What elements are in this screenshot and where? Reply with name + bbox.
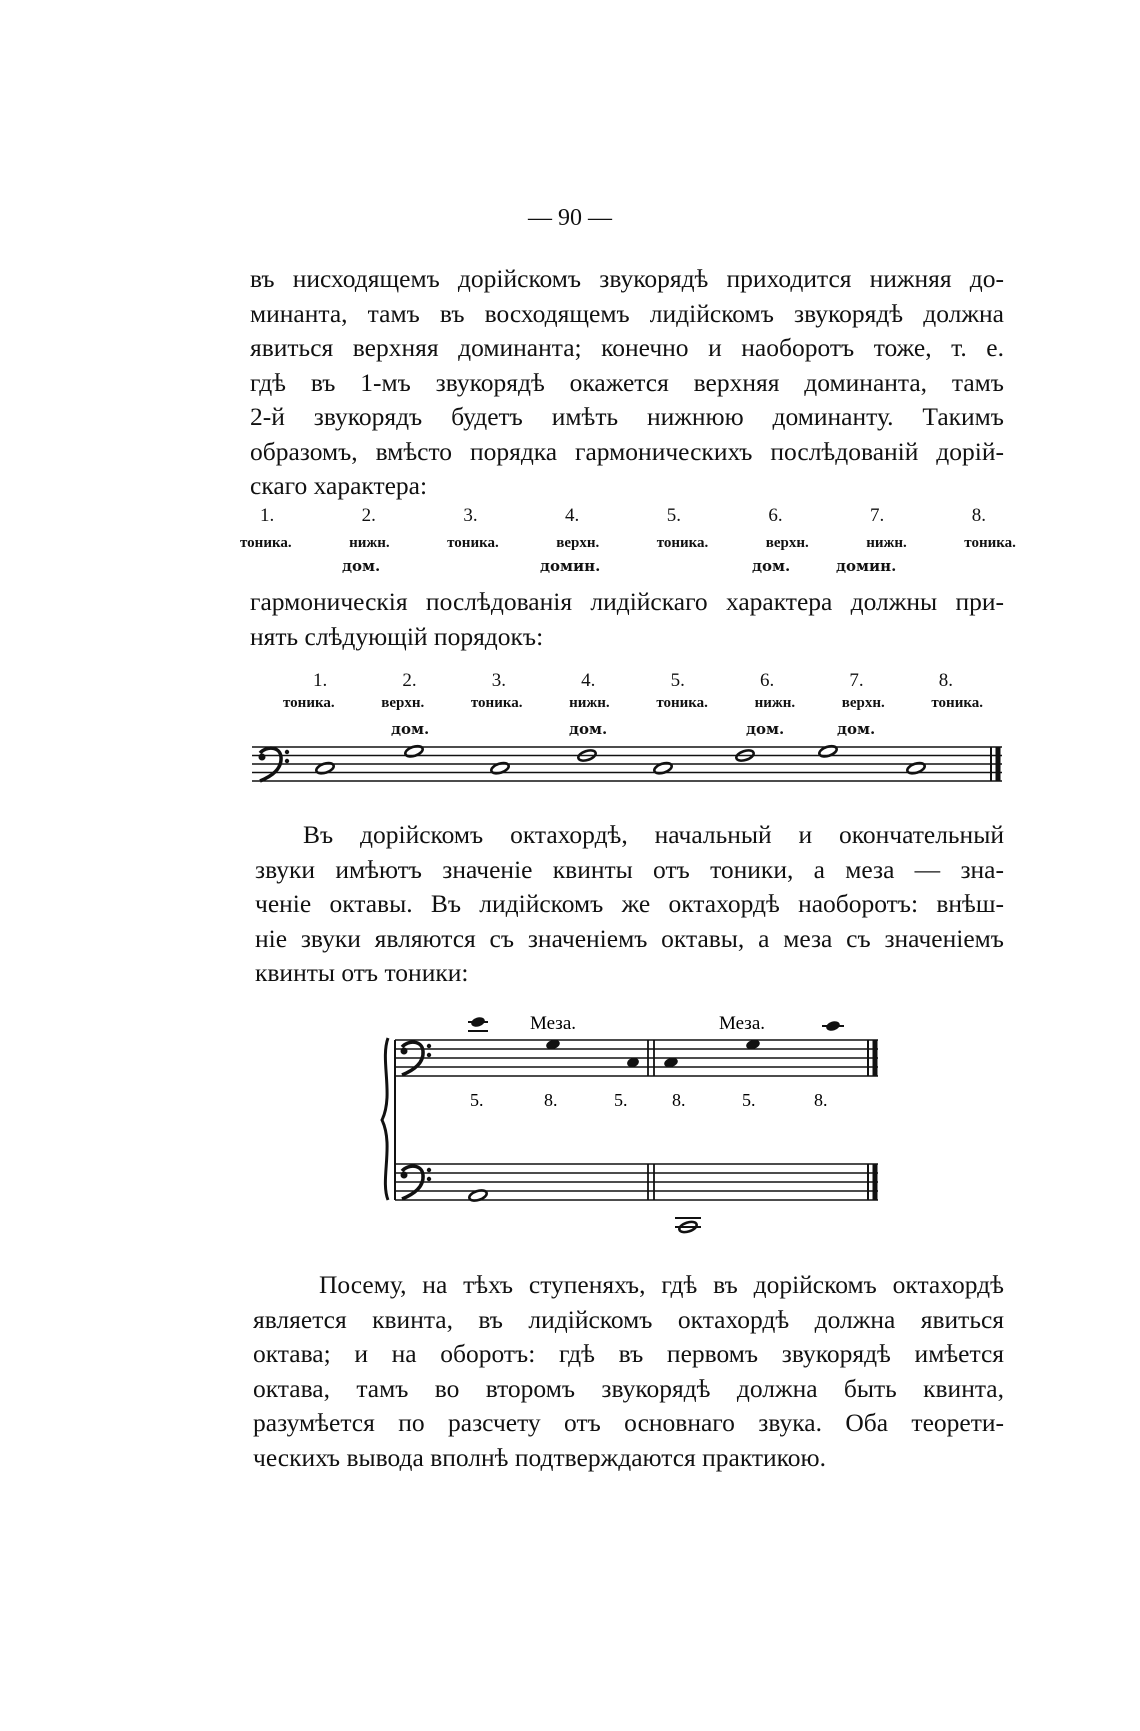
- step-label: верхн.: [381, 695, 425, 711]
- step-number: 3.: [491, 670, 507, 691]
- text-line: явиться верхняя доминанта; конечно и наоборотъ тоже, т. е.: [250, 333, 1004, 362]
- mese-label: Меза.: [719, 1013, 765, 1034]
- text-line: Въ дорійскомъ октахордѣ, начальный и окончательный: [303, 820, 1004, 849]
- lower-staff: [395, 1164, 878, 1200]
- lydian-labels: [283, 695, 983, 712]
- degree-number: 5.: [470, 1090, 484, 1110]
- text-line: ческихъ вывода вполнѣ подтверждаются практикою.: [253, 1442, 826, 1472]
- dorian-labels: [240, 535, 1016, 552]
- text-line: гдѣ въ 1-мъ звукорядѣ окажется верхняя доминанта, тамъ: [250, 367, 1004, 397]
- brace-icon: [382, 1038, 388, 1200]
- lower-notes: [468, 1188, 701, 1234]
- lydian-sequence: [283, 670, 983, 738]
- step-sublabel: дом.: [837, 720, 876, 738]
- step-sublabel: дом.: [569, 720, 608, 738]
- step-label: тоника.: [447, 535, 499, 551]
- whole-notes: [315, 744, 926, 775]
- dorian-sublabels: [240, 557, 1016, 577]
- text-line: въ нисходящемъ дорійскомъ звукорядѣ приходится нижняя до-: [250, 264, 1004, 293]
- paragraph-2: [250, 585, 1004, 654]
- music-example-2: [378, 1000, 898, 1240]
- step-label: верхн.: [841, 695, 885, 711]
- step-label: нижн.: [866, 535, 907, 551]
- text-line: нять слѣдующій порядокъ:: [250, 621, 544, 651]
- degree-number: 5.: [742, 1090, 756, 1110]
- text-line: ніе звуки являются съ значеніемъ октавы, а меза съ значеніемъ: [255, 923, 1004, 953]
- degree-number: 8.: [544, 1090, 558, 1110]
- step-label: тоника.: [283, 695, 335, 711]
- step-number: 8.: [971, 505, 986, 526]
- text-line: является квинта, въ лидійскомъ октахордѣ должна явиться: [253, 1304, 1004, 1334]
- text-line: звуки имѣютъ значеніе квинты отъ тоники, а меза — зна-: [255, 854, 1004, 884]
- text-line: 2-й звукорядъ будетъ имѣть нижнюю доминанту. Такимъ: [250, 402, 1004, 431]
- step-number: 8.: [938, 670, 953, 691]
- step-number: 5.: [666, 505, 681, 526]
- step-sublabel: домин.: [540, 557, 601, 575]
- degree-number: 5.: [614, 1090, 628, 1110]
- dorian-sequence: [240, 505, 1016, 575]
- step-label: нижн.: [569, 695, 610, 711]
- upper-notes: [468, 1016, 844, 1069]
- step-number: 7.: [870, 505, 885, 526]
- step-number: 7.: [849, 670, 864, 691]
- step-number: 2.: [402, 670, 417, 691]
- mese-label: Меза.: [530, 1013, 576, 1034]
- upper-staff: [395, 1040, 878, 1076]
- step-sublabel: дом.: [342, 557, 381, 575]
- step-number: 6.: [768, 505, 783, 526]
- text-line: образомъ, вмѣсто порядка гармоническихъ послѣдованій дорій-: [250, 436, 1004, 466]
- step-sublabel: дом.: [746, 720, 785, 738]
- step-sublabel: домин.: [836, 557, 897, 575]
- text-line: октава; и на оборотъ: гдѣ въ первомъ звукорядѣ имѣется: [253, 1339, 1004, 1368]
- step-label: тоника.: [656, 695, 708, 711]
- step-label: нижн.: [754, 695, 796, 711]
- step-label: нижн.: [349, 535, 390, 551]
- step-label: тоника.: [931, 695, 983, 711]
- paragraph-4: [253, 1268, 1004, 1475]
- step-number: 6.: [759, 670, 775, 691]
- step-sublabel: дом.: [752, 557, 791, 575]
- step-label: верхн.: [765, 535, 809, 551]
- step-number: 2.: [361, 505, 376, 526]
- step-label: тоника.: [470, 695, 523, 711]
- page-number: — 90 —: [528, 205, 612, 231]
- step-label: верхн.: [556, 535, 600, 551]
- lydian-numbers: [283, 670, 983, 692]
- step-number: 3.: [463, 505, 478, 526]
- step-number: 4.: [565, 505, 580, 526]
- degree-number: 8.: [672, 1090, 686, 1110]
- text-line: минанта, тамъ въ восходящемъ лидійскомъ звукорядѣ должна: [250, 298, 1004, 328]
- paragraph-1: [250, 262, 1004, 504]
- step-sublabel: дом.: [391, 720, 430, 738]
- text-line: октава, тамъ во второмъ звукорядѣ должна быть квинта,: [253, 1373, 1004, 1403]
- dorian-numbers: [240, 505, 1016, 527]
- text-line: Посему, на тѣхъ ступеняхъ, гдѣ въ дорійскомъ октахордѣ: [319, 1270, 1004, 1299]
- music-staff-1: [250, 740, 1010, 790]
- degree-number: 8.: [814, 1090, 828, 1110]
- text-line: гармоническія послѣдованія лидійскаго характера должны при-: [250, 587, 1004, 616]
- degree-numbers: [470, 1090, 828, 1110]
- text-line: квинты отъ тоники:: [255, 958, 469, 987]
- step-number: 1.: [313, 670, 328, 691]
- paragraph-3: [255, 818, 1004, 991]
- text-line: скаго характера:: [250, 471, 428, 500]
- text-line: разумѣется по разсчету отъ основнаго звука. Оба теорети-: [253, 1408, 1004, 1437]
- step-label: тоника.: [656, 535, 709, 551]
- text-line: ченіе октавы. Въ лидійскомъ же октахордѣ наоборотъ: внѣш-: [255, 889, 1004, 918]
- step-label: тоника.: [964, 535, 1016, 551]
- step-number: 5.: [670, 670, 685, 691]
- step-label: тоника.: [240, 535, 292, 551]
- lydian-sublabels: [283, 720, 983, 740]
- step-number: 4.: [581, 670, 596, 691]
- step-number: 1.: [260, 505, 275, 526]
